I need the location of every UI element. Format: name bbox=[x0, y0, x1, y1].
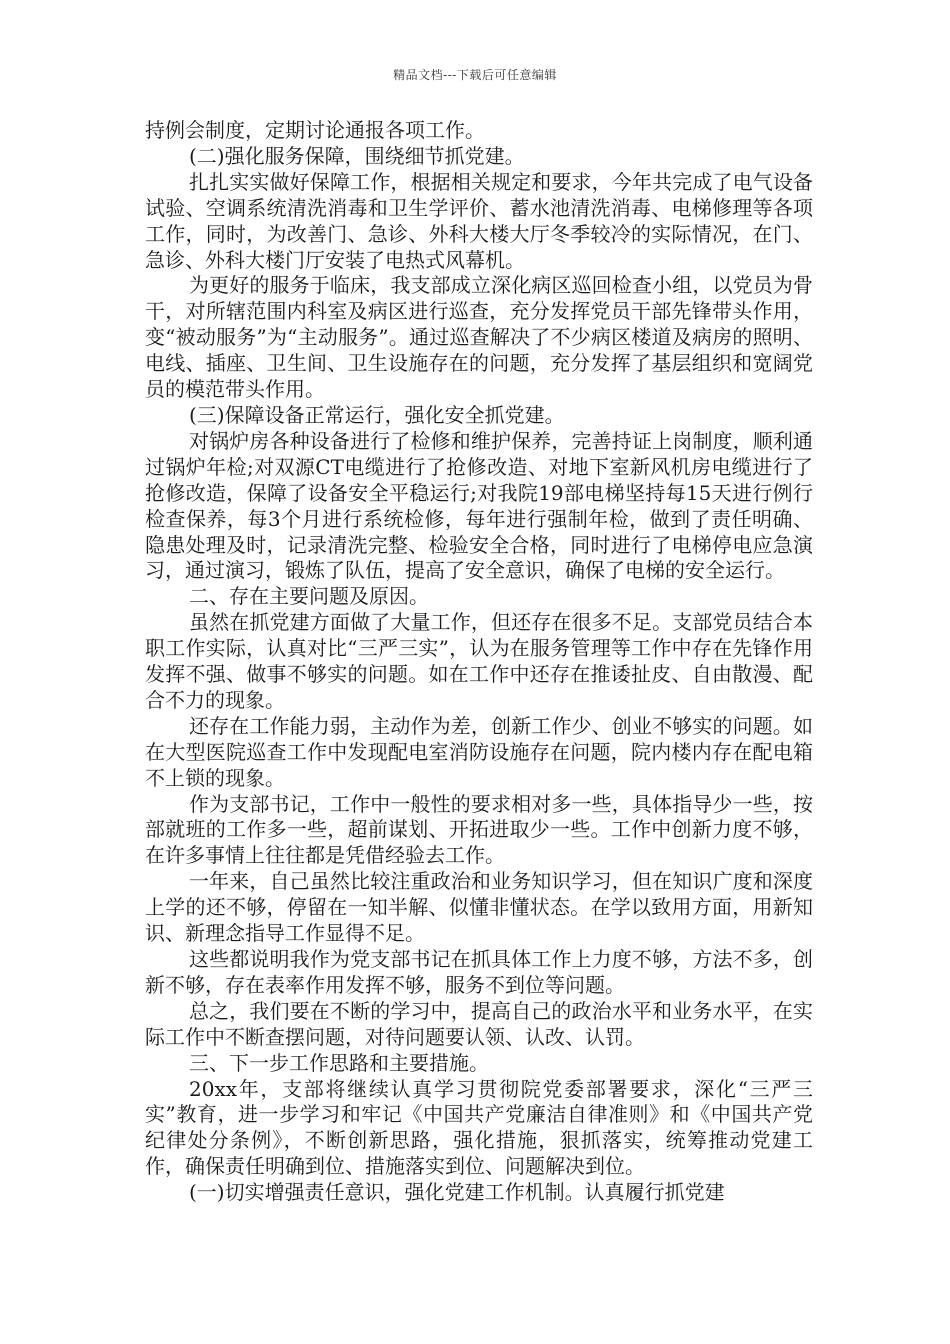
paragraph: 一年来，自己虽然比较注重政治和业务知识学习，但在知识广度和深度上学的还不够，停留在一知半解、似懂非懂状态。在学以致用方面，用新知识、新理念指导工作显得不足。 bbox=[145, 869, 813, 946]
page-header: 精品文档---下载后可任意编辑 bbox=[393, 68, 557, 82]
paragraph: 持例会制度，定期讨论通报各项工作。 bbox=[145, 118, 485, 142]
paragraph: 虽然在抓党建方面做了大量工作，但还存在很多不足。支部党员结合本职工作实际，认真对比“三严三实”，认为在服务管理等工作中存在先锋作用发挥不强、做事不够实的问题。如在工作中还存在推诿扯皮、自由散漫、配合不力的现象。 bbox=[145, 610, 813, 712]
paragraph: 为更好的服务于临床，我支部成立深化病区巡回检查小组，以党员为骨干，对所辖范围内科室及病区进行巡查，充分发挥党员干部先锋带头作用，变“被动服务”为“主动服务”。通过巡查解决了不少病区楼道及病房的照明、电线、插座、卫生间、卫生设施存在的问题，充分发挥了基层组织和宽阔党员的模范带头作用。 bbox=[145, 273, 813, 402]
paragraph: 总之，我们要在不断的学习中，提高自己的政治水平和业务水平，在实际工作中不断查摆问题，对待问题要认领、认改、认罚。 bbox=[145, 998, 813, 1049]
paragraph: 作为支部书记，工作中一般性的要求相对多一些，具体指导少一些，按部就班的工作多一些，超前谋划、开拓进取少一些。工作中创新力度不够，在许多事情上往往都是凭借经验去工作。 bbox=[145, 791, 813, 868]
paragraph: 对锅炉房各种设备进行了检修和维护保养，完善持证上岗制度，顺利通过锅炉年检;对双源CT电缆进行了抢修改造、对地下室新风机房电缆进行了抢修改造，保障了设备安全平稳运行;对我院19部电梯坚持每15天进行例行检查保养，每3个月进行系统检修，每年进行强制年检，做到了责任明确、隐患处理及时，记录清洗完整、检验安全合格，同时进行了电梯停电应急演习，通过演习，锻炼了队伍，提高了安全意识，确保了电梯的安全运行。 bbox=[145, 428, 813, 583]
paragraph: 还存在工作能力弱，主动作为差，创新工作少、创业不够实的问题。如在大型医院巡查工作中发现配电室消防设施存在问题，院内楼内存在配电箱不上锁的现象。 bbox=[145, 713, 813, 790]
section-heading: 三、下一步工作思路和主要措施。 bbox=[189, 1050, 489, 1075]
paragraph: 扎扎实实做好保障工作，根据相关规定和要求，今年共完成了电气设备试验、空调系统清洗消毒和卫生学评价、蓄水池清洗消毒、电梯修理等各项工作，同时，为改善门、急诊、外科大楼大厅冬季较冷的实际情况，在门、急诊、外科大楼门厅安装了电热式风幕机。 bbox=[145, 169, 813, 272]
document-body bbox=[145, 118, 813, 1206]
paragraph: 20xx年，支部将继续认真学习贯彻院党委部署要求，深化“三严三实”教育，进一步学习和牢记《中国共产党廉洁自律准则》和《中国共产党纪律处分条例》，不断创新思路，强化措施，狠抓落实，统筹推动党建工作，确保责任明确到位、措施落实到位、问题解决到位。 bbox=[145, 1076, 813, 1179]
section-heading: 二、存在主要问题及原因。 bbox=[189, 584, 429, 609]
section-heading: (二)强化服务保障，围绕细节抓党建。 bbox=[189, 143, 525, 168]
paragraph: 这些都说明我作为党支部书记在抓具体工作上力度不够，方法不多，创新不够，存在表率作用发挥不够，服务不到位等问题。 bbox=[145, 947, 813, 997]
paragraph: (一)切实增强责任意识，强化党建工作机制。认真履行抓党建 bbox=[189, 1180, 725, 1205]
section-heading: (三)保障设备正常运行，强化安全抓党建。 bbox=[189, 402, 565, 427]
